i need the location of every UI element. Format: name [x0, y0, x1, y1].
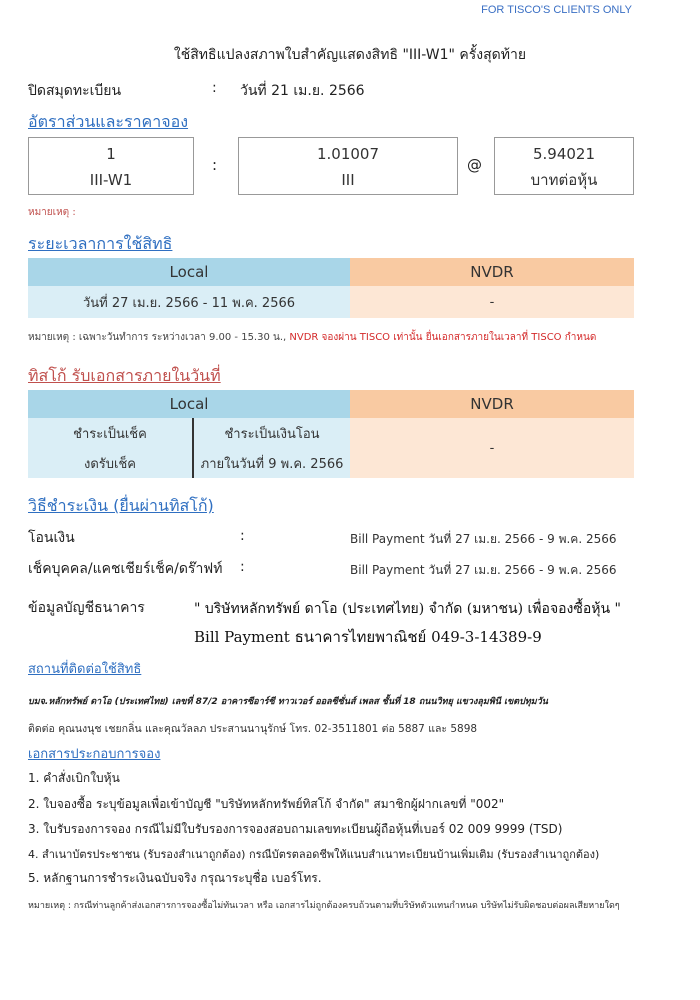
exercise-remark-nvdr: NVDR จองผ่าน TISCO เท่านั้น ยื่นเอกสารภายในเวลาที่ TISCO กำหนด — [286, 332, 597, 343]
ratio-warrant-units: 1 — [106, 145, 116, 163]
payment-title: วิธีชำระเงิน (ยื่นผ่านทิสโก้) — [28, 496, 214, 515]
ratio-price-unit: บาทต่อหุ้น — [530, 171, 598, 189]
payment-cheque-label: เช็คบุคคล/แคชเชียร์เช็ค/ดร๊าฟท์ — [28, 561, 223, 577]
ratio-share-symbol: III — [341, 171, 355, 189]
ratio-price-value: 5.94021 — [532, 145, 596, 163]
ratio-colon: : — [212, 156, 218, 174]
contact-title: สถานที่ติดต่อใช้สิทธิ — [28, 662, 142, 677]
doc-local-header: Local — [28, 390, 350, 418]
ratio-share-units: 1.01007 — [316, 145, 380, 163]
ratio-warrant-box — [28, 137, 194, 195]
bank-account-number: Bill Payment ธนาคารไทยพาณิชย์ 049-3-14389-9 — [194, 628, 542, 646]
doc-check-value: งดรับเช็ค — [28, 448, 193, 478]
exercise-nvdr-header: NVDR — [350, 258, 634, 286]
ratio-section-title: อัตราส่วนและราคาจอง — [28, 112, 189, 131]
document-item: 2. ใบจองซื้อ ระบุข้อมูลเพื่อเข้าบัญชี "บริษัทหลักทรัพย์ทิสโก้ จำกัด" สมาชิกผู้ฝากเลขที่ "002" — [28, 797, 505, 811]
document-item: 3. ใบรับรองการจอง กรณีไม่มีใบรับรองการจองสอบถามเลขทะเบียนผู้ถือหุ้นที่เบอร์ 02 009 9999 (TSD) — [28, 822, 563, 836]
bank-info-label: ข้อมูลบัญชีธนาคาร — [28, 600, 145, 616]
book-closing-label: ปิดสมุดทะเบียน — [28, 83, 122, 99]
exercise-remark-text: หมายเหตุ : เฉพาะวันทำการ ระหว่างเวลา 9.00 - 15.30 น., — [28, 332, 287, 343]
exercise-period-title: ระยะเวลาการใช้สิทธิ — [28, 234, 173, 253]
page-title: ใช้สิทธิแปลงสภาพใบสำคัญแสดงสิทธิ "III-W1" ครั้งสุดท้าย — [173, 47, 527, 63]
doc-deadline-title: ทิสโก้ รับเอกสารภายในวันที่ — [28, 366, 221, 385]
doc-deadline-table — [28, 390, 634, 478]
clients-only-label: FOR TISCO'S CLIENTS ONLY — [481, 4, 632, 16]
exercise-period-table — [28, 258, 634, 318]
exercise-local-header: Local — [28, 258, 350, 286]
ratio-price-box — [494, 137, 634, 195]
exercise-nvdr-value: - — [350, 286, 634, 318]
payment-cheque-value: Bill Payment วันที่ 27 เม.ย. 2566 - 9 พ.ค. 2566 — [350, 563, 617, 577]
doc-transfer-value: ภายในวันที่ 9 พ.ค. 2566 — [193, 448, 350, 478]
exercise-local-value: วันที่ 27 เม.ย. 2566 - 11 พ.ค. 2566 — [28, 286, 350, 318]
payment-transfer-value: Bill Payment วันที่ 27 เม.ย. 2566 - 9 พ.ค. 2566 — [350, 532, 617, 546]
contact-person: ติดต่อ คุณนงนุช เชยกลิ่น และคุณวัลลภ ประสานนานุรักษ์ โทร. 02-3511801 ต่อ 5887 และ 5898 — [28, 723, 478, 735]
doc-nvdr-header: NVDR — [350, 390, 634, 418]
ratio-at-sign: @ — [467, 156, 482, 174]
exercise-period-remark — [28, 330, 668, 345]
payment-transfer-label: โอนเงิน — [28, 530, 75, 546]
document-item: 4. สำเนาบัตรประชาชน (รับรองสำเนาถูกต้อง) กรณีบัตรตลอดชีพให้แนบสำเนาทะเบียนบ้านเพิ่มเติม (รับรองสำเนาถูกต้อง) — [28, 848, 600, 861]
doc-transfer-label: ชำระเป็นเงินโอน — [193, 418, 350, 448]
book-closing-value: วันที่ 21 เม.ย. 2566 — [240, 83, 365, 99]
document-item: 1. คำสั่งเบิกใบหุ้น — [28, 771, 120, 785]
payment-transfer-colon: : — [240, 528, 245, 544]
ratio-share-box — [238, 137, 458, 195]
document-item: 5. หลักฐานการชำระเงินฉบับจริง กรุณาระบุชื่อ เบอร์โทร. — [28, 871, 322, 885]
documents-title: เอกสารประกอบการจอง — [28, 747, 161, 762]
doc-check-label: ชำระเป็นเช็ค — [28, 418, 193, 448]
contact-address: บมจ.หลักทรัพย์ ดาโอ (ประเทศไทย) เลขที่ 87/2 อาคารซีอาร์ซี ทาวเวอร์ ออลซีซั่นส์ เพลส ชั้นที่ 18 ถนนวิทยุ แขวงลุมพินี เขตปทุมวัน — [28, 697, 548, 707]
documents-footnote: หมายเหตุ : กรณีท่านลูกค้าส่งเอกสารการจองซื้อไม่ทันเวลา หรือ เอกสารไม่ถูกต้องครบถ้วนตามที่บริษัทตัวแทนกำหนด บริษัทไม่รับผิดชอบต่อผลเสียหายใดๆ — [28, 901, 620, 911]
ratio-remark: หมายเหตุ : — [28, 207, 76, 218]
ratio-warrant-symbol: III-W1 — [89, 171, 133, 189]
doc-nvdr-value: - — [350, 418, 634, 478]
bank-account-name: " บริษัทหลักทรัพย์ ดาโอ (ประเทศไทย) จำกัด (มหาชน) เพื่อจองซื้อหุ้น " — [194, 601, 621, 617]
book-closing-colon: : — [212, 80, 217, 96]
payment-cheque-colon: : — [240, 559, 245, 575]
